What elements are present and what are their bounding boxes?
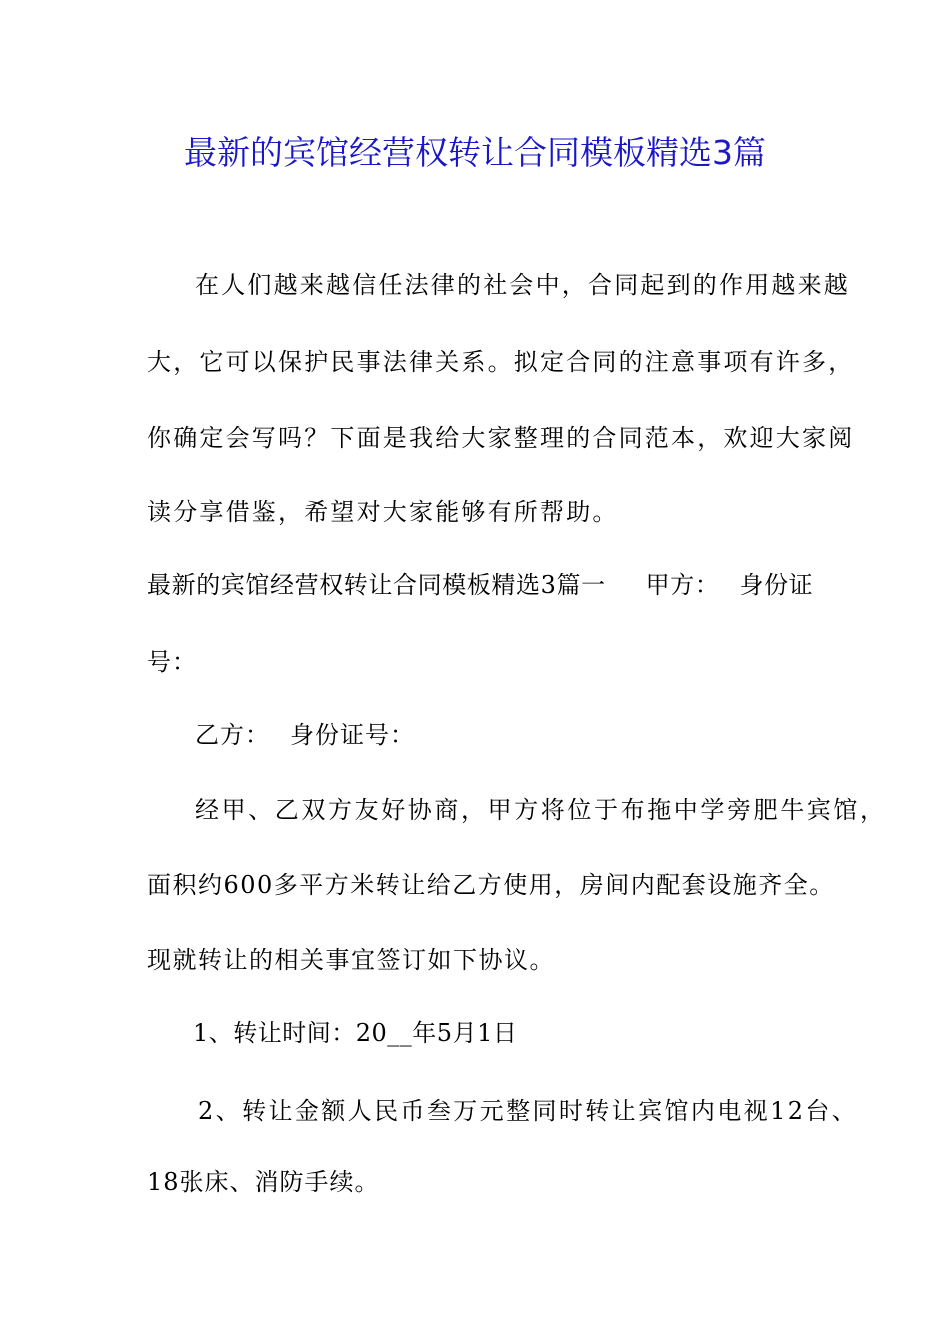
- clause-transfer-amount-continued: 18张床、消防手续。: [147, 1168, 380, 1196]
- body-line: 面积约600多平方米转让给乙方使用，房间内配套设施齐全。: [147, 871, 835, 899]
- intro-line: 大，它可以保护民事法律关系。拟定合同的注意事项有许多，: [147, 348, 855, 376]
- body-line: 现就转让的相关事宜签订如下协议。: [147, 946, 555, 974]
- party-b-label: 乙方：: [195, 721, 270, 749]
- body-line: 经甲、乙双方友好协商，甲方将位于布拖中学旁肥牛宾馆，: [195, 796, 887, 824]
- intro-line: 你确定会写吗？下面是我给大家整理的合同范本，欢迎大家阅: [147, 424, 855, 452]
- intro-line: 读分享借鉴，希望对大家能够有所帮助。: [147, 498, 619, 526]
- clause-transfer-time: 1、转让时间：20__年5月1日: [193, 1019, 518, 1047]
- party-a-label: 甲方：: [645, 571, 720, 599]
- party-b-line: [195, 718, 415, 752]
- id-number-label-b: 身份证号：: [290, 721, 415, 749]
- id-number-label-a: 身份证: [739, 571, 814, 599]
- section-heading: 最新的宾馆经营权转让合同模板精选3篇一: [147, 571, 606, 599]
- page-title: 最新的宾馆经营权转让合同模板精选3篇: [184, 133, 766, 172]
- section-heading-line: [147, 568, 813, 602]
- intro-line: 在人们越来越信任法律的社会中，合同起到的作用越来越: [195, 271, 850, 299]
- clause-transfer-amount: 2、转让金额人民币叁万元整同时转让宾馆内电视12台、: [198, 1097, 859, 1125]
- id-number-label-a-continued: 号：: [147, 648, 197, 676]
